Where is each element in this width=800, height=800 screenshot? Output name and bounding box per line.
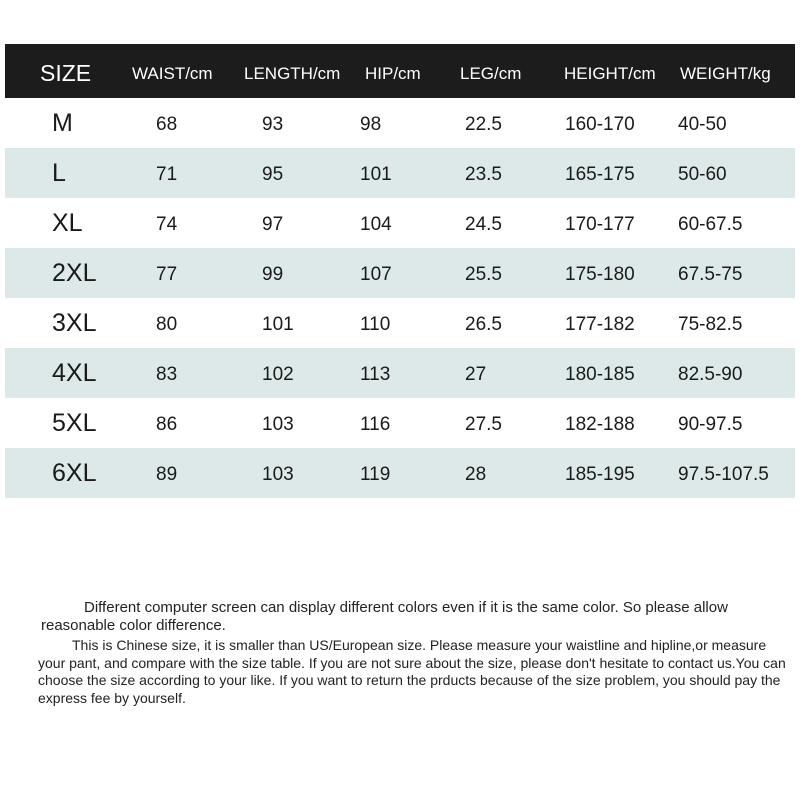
height-cell: 160-170	[565, 114, 635, 135]
length-cell: 102	[262, 364, 294, 385]
size-cell: 3XL	[52, 309, 97, 337]
table-header-row	[5, 44, 795, 98]
table-row	[5, 198, 795, 248]
weight-cell: 97.5-107.5	[678, 464, 769, 485]
header-weight: WEIGHT/kg	[680, 64, 771, 83]
length-cell: 101	[262, 314, 294, 335]
height-cell: 177-182	[565, 314, 635, 335]
table-row	[5, 448, 795, 498]
size-cell: M	[52, 109, 73, 137]
size-cell: XL	[52, 209, 83, 237]
leg-cell: 24.5	[465, 214, 502, 235]
weight-cell: 60-67.5	[678, 214, 743, 235]
weight-cell: 40-50	[678, 114, 727, 135]
hip-cell: 101	[360, 164, 392, 185]
waist-cell: 77	[156, 264, 178, 285]
length-cell: 95	[262, 164, 284, 185]
color-difference-note: Different computer screen can display different colors even if it is the same color. So please allow reasonable color difference.	[41, 599, 728, 634]
table-row	[5, 298, 795, 348]
size-cell: L	[52, 159, 66, 187]
weight-cell: 82.5-90	[678, 364, 743, 385]
hip-cell: 119	[360, 464, 391, 485]
weight-cell: 90-97.5	[678, 414, 743, 435]
waist-cell: 74	[156, 214, 178, 235]
waist-cell: 80	[156, 314, 178, 335]
header-length: LENGTH/cm	[244, 64, 341, 83]
height-cell: 180-185	[565, 364, 635, 385]
waist-cell: 86	[156, 414, 178, 435]
size-guide-note: This is Chinese size, it is smaller than US/European size. Please measure your waistline and hipline,or measure your pant, and compare with the size table. If you are not sure about the size, please don't hesitate to contact us.You can choose the size according to your like. If you want to return the prducts because of the size problem, you should pay the express fee by yourself.	[38, 637, 786, 706]
size-cell: 5XL	[52, 409, 97, 437]
size-cell: 2XL	[52, 259, 97, 287]
leg-cell: 27.5	[465, 414, 502, 435]
header-height: HEIGHT/cm	[564, 64, 656, 83]
height-cell: 182-188	[565, 414, 635, 435]
table-row	[5, 248, 795, 298]
leg-cell: 23.5	[465, 164, 502, 185]
table-row	[5, 98, 795, 148]
weight-cell: 50-60	[678, 164, 727, 185]
hip-cell: 116	[360, 414, 391, 435]
length-cell: 93	[262, 114, 284, 135]
waist-cell: 71	[156, 164, 178, 185]
leg-cell: 27	[465, 364, 487, 385]
size-chart-table	[5, 44, 795, 498]
table-row	[5, 148, 795, 198]
length-cell: 103	[262, 414, 294, 435]
weight-cell: 75-82.5	[678, 314, 743, 335]
header-leg: LEG/cm	[460, 64, 522, 83]
height-cell: 165-175	[565, 164, 635, 185]
header-size: SIZE	[40, 60, 92, 86]
header-waist: WAIST/cm	[132, 64, 213, 83]
waist-cell: 83	[156, 364, 178, 385]
height-cell: 170-177	[565, 214, 635, 235]
leg-cell: 25.5	[465, 264, 502, 285]
height-cell: 185-195	[565, 464, 635, 485]
table-row	[5, 348, 795, 398]
length-cell: 103	[262, 464, 294, 485]
size-cell: 6XL	[52, 459, 97, 487]
hip-cell: 104	[360, 214, 392, 235]
waist-cell: 68	[156, 114, 178, 135]
length-cell: 99	[262, 264, 284, 285]
notes-section	[38, 599, 788, 707]
hip-cell: 113	[360, 364, 391, 385]
size-cell: 4XL	[52, 359, 97, 387]
leg-cell: 26.5	[465, 314, 502, 335]
weight-cell: 67.5-75	[678, 264, 743, 285]
table-row	[5, 398, 795, 448]
hip-cell: 98	[360, 114, 382, 135]
height-cell: 175-180	[565, 264, 635, 285]
waist-cell: 89	[156, 464, 178, 485]
header-hip: HIP/cm	[365, 64, 421, 83]
length-cell: 97	[262, 214, 284, 235]
leg-cell: 22.5	[465, 114, 502, 135]
hip-cell: 110	[360, 314, 391, 335]
hip-cell: 107	[360, 264, 392, 285]
leg-cell: 28	[465, 464, 487, 485]
